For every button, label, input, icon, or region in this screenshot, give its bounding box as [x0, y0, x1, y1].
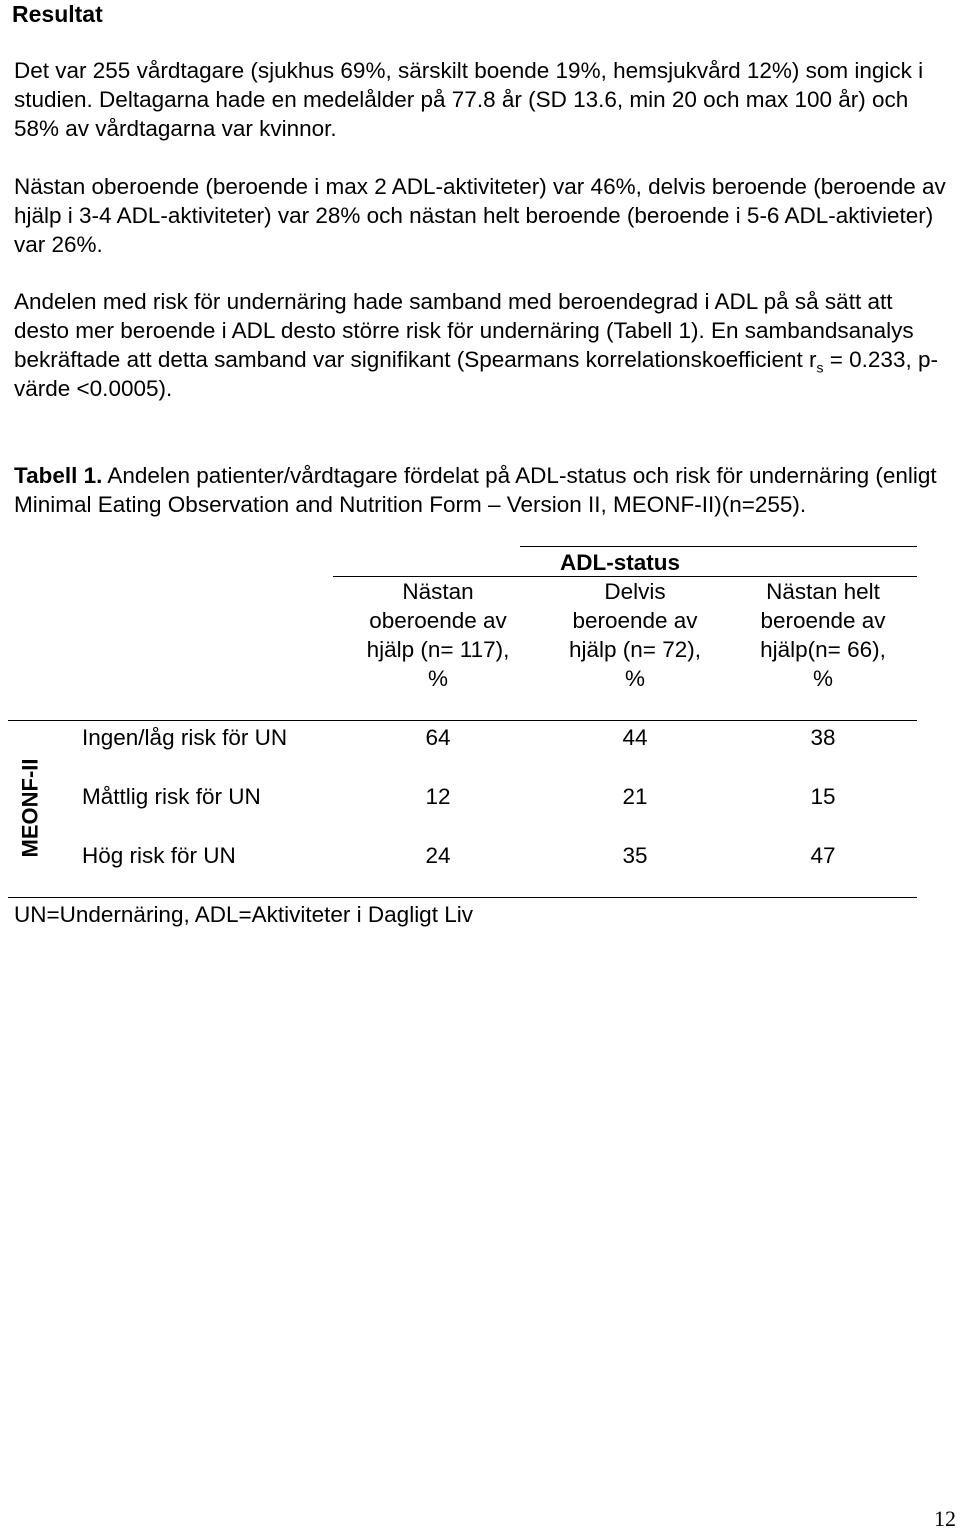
adl-status-header: ADL-status	[559, 550, 680, 575]
row-label: Hög risk för UN	[82, 843, 236, 868]
column-header-line: oberoende av	[369, 608, 507, 633]
column-header-fully-dependent	[723, 577, 923, 693]
column-header-independent	[338, 577, 538, 693]
column-header-line: Nästan helt	[766, 579, 880, 604]
section-heading: Resultat	[12, 1, 103, 27]
column-header-line: hjälp (n= 117),	[366, 637, 510, 662]
column-header-line: Nästan	[402, 579, 474, 604]
table-cell: 64	[425, 725, 451, 750]
table-cell: 35	[622, 843, 648, 868]
subscript-s: s	[816, 359, 824, 376]
table-cell: 21	[622, 784, 648, 809]
column-header-line: %	[812, 666, 833, 691]
paragraph-participants: Det var 255 vårdtagare (sjukhus 69%, särskilt boende 19%, hemsjukvård 12%) som ingick i studien. Deltagarna hade en medelålder på 77.8 år (SD 13.6, min 20 och max 100 år) och 58% av vårdtagarna var kvinnor.	[14, 58, 924, 141]
column-header-line: %	[427, 666, 448, 691]
row-label: Måttlig risk för UN	[82, 784, 261, 809]
table-caption	[14, 461, 949, 519]
table-caption-label: Tabell 1.	[14, 463, 103, 488]
table-header-rule	[8, 720, 917, 721]
column-header-line: hjälp (n= 72),	[569, 637, 701, 662]
column-header-line: %	[624, 666, 645, 691]
table-cell: 12	[425, 784, 451, 809]
paragraph-correlation-text: Andelen med risk för undernäring hade samband med beroendegrad i ADL på så sätt att desto mer beroende i ADL desto större risk för undernäring (Tabell 1). En sambandsanalys bekräftade att detta samband var signifikant (Spearmans korrelationskoefficient r	[14, 289, 914, 372]
table-cell: 15	[810, 784, 836, 809]
paragraph-correlation-tail: = 0.233, p-värde <0.0005).	[14, 347, 938, 401]
table-cell: 44	[622, 725, 648, 750]
table-cell: 24	[425, 843, 451, 868]
table-top-rule	[520, 546, 917, 547]
table-cell: 38	[810, 725, 836, 750]
column-header-line: beroende av	[572, 608, 698, 633]
table-bottom-rule	[8, 897, 917, 898]
table-caption-text: Andelen patienter/vårdtagare fördelat på ADL-status och risk för undernäring (enligt Minimal Eating Observation and Nutrition Form – Version II, MEONF-II)(n=255).	[14, 463, 937, 517]
paragraph-adl-dependency: Nästan oberoende (beroende i max 2 ADL-aktiviteter) var 46%, delvis beroende (beroende av hjälp i 3-4 ADL-aktiviteter) var 28% och nästan helt beroende (beroende i 5-6 ADL-aktivieter) var 26%.	[14, 174, 946, 257]
page-number: 12	[934, 1506, 956, 1531]
table-cell: 47	[810, 843, 836, 868]
column-header-line: beroende av	[760, 608, 886, 633]
paragraph-correlation	[14, 287, 949, 403]
row-label: Ingen/låg risk för UN	[82, 725, 288, 750]
column-header-line: Delvis	[604, 579, 666, 604]
table-footnote: UN=Undernäring, ADL=Aktiviteter i Dagligt Liv	[14, 902, 473, 927]
column-header-partly-dependent	[535, 577, 735, 693]
meonf-row-group-label: MEONF-II	[17, 758, 43, 858]
column-header-line: hjälp(n= 66),	[760, 637, 886, 662]
